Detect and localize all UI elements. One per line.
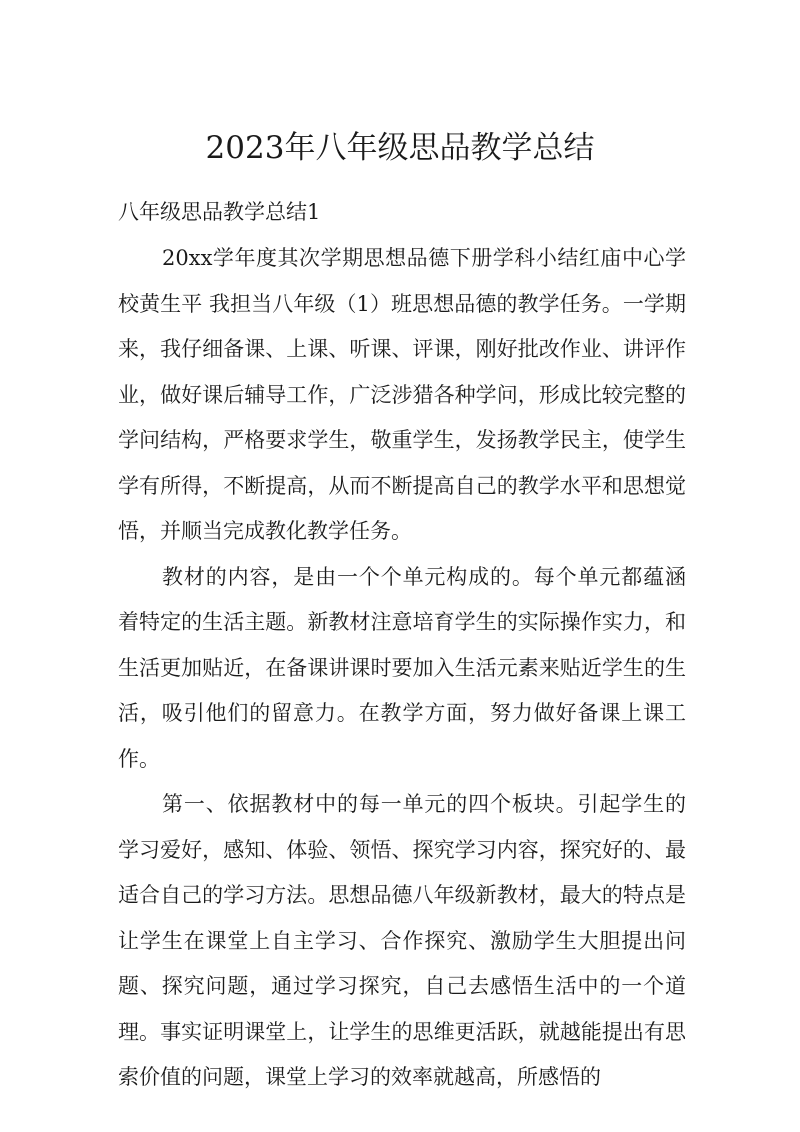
document-title: 2023年八年级思品教学总结	[205, 130, 595, 166]
section-heading: 八年级思品教学总结1	[118, 200, 321, 224]
paragraph-2: 教材的内容，是由一个个单元构成的。每个单元都蕴涵着特定的生活主题。新教材注意培育学生的实际操作实力，和生活更加贴近，在备课讲课时要加入生活元素来贴近学生的生活，吸引他们的留意力。在教学方面，努力做好备课上课工作。	[118, 564, 686, 771]
paragraph-3: 第一、依据教材中的每一单元的四个板块。引起学生的学习爱好，感知、体验、领悟、探究学习内容，探究好的、最适合自己的学习方法。思想品德八年级新教材，最大的特点是让学生在课堂上自主学习、合作探究、激励学生大胆提出问题、探究问题，通过学习探究，自己去感悟生活中的一个道理。事实证明课堂上，让学生的思维更活跃，就越能提出有思索价值的问题，课堂上学习的效率就越高，所感悟的	[118, 792, 686, 1089]
document-body	[118, 236, 686, 1101]
paragraph-1: 20xx学年度其次学期思想品德下册学科小结红庙中心学校黄生平 我担当八年级（1）班思想品德的教学任务。一学期来，我仔细备课、上课、听课、评课，刚好批改作业、讲评作业，做好课后辅导工作，广泛涉猎各种学问，形成比较完整的学问结构，严格要求学生，敬重学生，发扬教学民主，使学生学有所得，不断提高，从而不断提高自己的教学水平和思想觉悟，并顺当完成教化教学任务。	[118, 246, 686, 543]
